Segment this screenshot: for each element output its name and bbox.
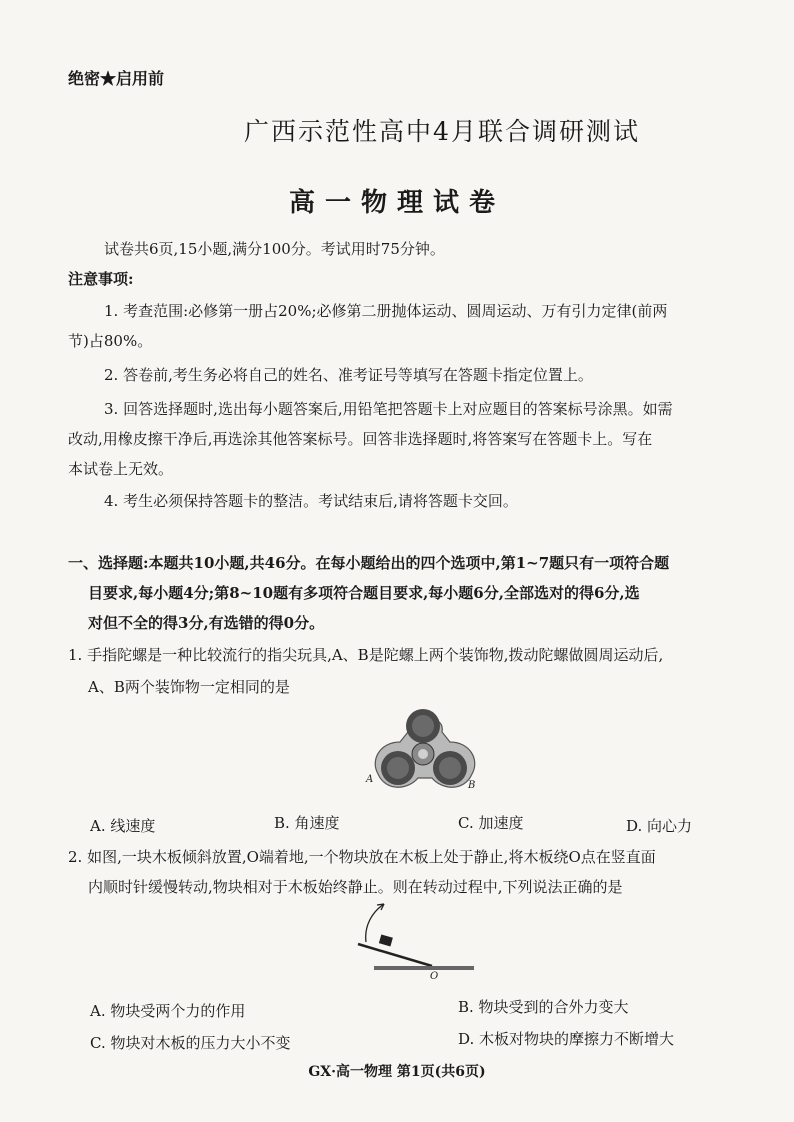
- exam-subtitle: 高一物理试卷: [288, 188, 505, 218]
- section-heading-line: 对但不全的得3分,有选错的得0分。: [88, 614, 325, 632]
- tilted-board-figure: [350, 900, 480, 980]
- q2-option-d[interactable]: D. 木板对物块的摩擦力不断增大: [458, 1030, 675, 1048]
- fidget-spinner-figure: [360, 702, 490, 794]
- q2-option-a[interactable]: A. 物块受两个力的作用: [90, 1002, 246, 1020]
- note-line: 4. 考生必须保持答题卡的整洁。考试结束后,请将答题卡交回。: [104, 492, 518, 510]
- note-line: 3. 回答选择题时,选出每小题答案后,用铅笔把答题卡上对应题目的答案标号涂黑。如需: [104, 400, 673, 418]
- note-line: 2. 答卷前,考生务必将自己的姓名、准考证号等填写在答题卡指定位置上。: [104, 366, 593, 384]
- q1-option-b[interactable]: B. 角速度: [274, 814, 340, 832]
- q1-option-d[interactable]: D. 向心力: [626, 817, 693, 835]
- note-line: 改动,用橡皮擦干净后,再选涂其他答案标号。回答非选择题时,将答案写在答题卡上。写在: [68, 430, 653, 448]
- question-1-text: 1. 手指陀螺是一种比较流行的指尖玩具,A、B是陀螺上两个装饰物,拨动陀螺做圆周运动后,: [68, 646, 664, 664]
- note-line: 1. 考查范围:必修第一册占20%;必修第二册抛体运动、圆周运动、万有引力定律(前两: [104, 302, 668, 320]
- q1-option-a[interactable]: A. 线速度: [90, 817, 156, 835]
- q2-option-c[interactable]: C. 物块对木板的压力大小不变: [90, 1034, 291, 1052]
- note-line: 本试卷上无效。: [68, 460, 174, 478]
- page-footer: GX·高一物理 第1页(共6页): [308, 1064, 486, 1080]
- label-o: O: [430, 971, 439, 980]
- question-1-text: A、B两个装饰物一定相同的是: [88, 678, 290, 696]
- notes-heading: 注意事项:: [68, 270, 134, 288]
- label-b: B: [468, 780, 476, 791]
- q1-option-c[interactable]: C. 加速度: [458, 814, 524, 832]
- intro-text: 试卷共6页,15小题,满分100分。考试用时75分钟。: [104, 240, 445, 258]
- question-2-text: 2. 如图,一块木板倾斜放置,O端着地,一个物块放在木板上处于静止,将木板绕O点在竖直面: [68, 848, 656, 866]
- label-a: A: [366, 774, 374, 785]
- section-heading-line: 一、选择题:本题共10小题,共46分。在每小题给出的四个选项中,第1~7题只有一项符合题: [68, 554, 670, 572]
- q2-option-b[interactable]: B. 物块受到的合外力变大: [458, 998, 629, 1016]
- secret-label: 绝密★启用前: [68, 69, 165, 88]
- section-heading-line: 目要求,每小题4分;第8~10题有多项符合题目要求,每小题6分,全部选对的得6分,选: [88, 584, 640, 602]
- note-line: 节)占80%。: [68, 332, 153, 350]
- question-2-text: 内顺时针缓慢转动,物块相对于木板始终静止。则在转动过程中,下列说法正确的是: [88, 878, 623, 896]
- exam-title: 广西示范性高中4月联合调研测试: [244, 117, 640, 146]
